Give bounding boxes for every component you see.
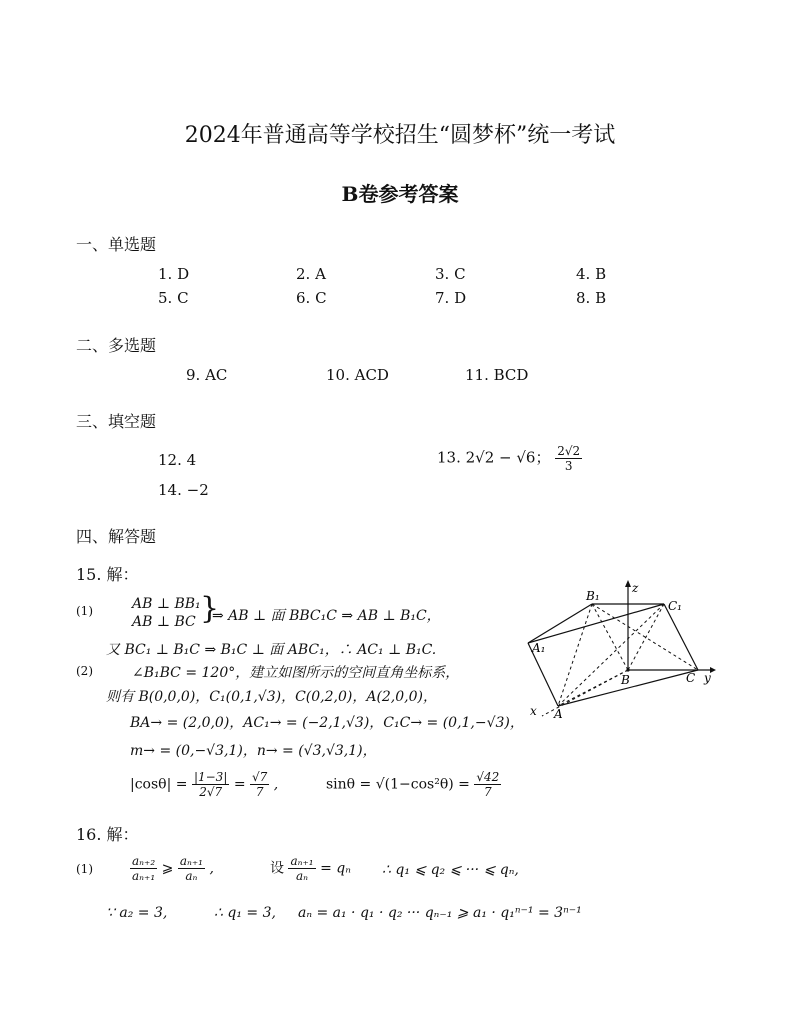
label-A1: A₁ [532,641,546,655]
q15-part2-line2: 则有 B(0,0,0)，C₁(0,1,√3)，C(0,2,0)，A(2,0,0)， [106,689,437,705]
q15-brace-result: ⇒ AB ⊥ 面 BBC₁C ⇒ AB ⊥ B₁C， [212,608,441,624]
answer-9: 9. AC [186,366,228,384]
answer-4: 4. B [576,265,607,283]
q15-cos-fraction: $\frac{|1-3|}{2√7}$ [193,770,228,799]
q15-part1-line2: 又 BC₁ ⊥ B₁C ⇒ B₁C ⊥ 面 ABC₁，∴ AC₁ ⊥ B₁C. [106,642,437,658]
label-B: B [621,673,630,687]
answer-8: 8. B [576,289,607,307]
q15-cos-expression: |cosθ| = $\frac{|1-3|}{2√7}$ = $\frac{√7}{7}$ , [130,770,279,799]
answer-7: 7. D [435,289,467,307]
answer-14: 14. −2 [158,481,209,499]
q15-cos-fraction-2: $\frac{√7}{7}$ [252,770,268,799]
q16-q1-value: ∴ q₁ = 3, [214,905,276,921]
label-A: A [554,707,563,721]
q16-because: ∵ a₂ = 3, [106,905,168,921]
answer-6: 6. C [296,289,327,307]
answer-10: 10. ACD [326,366,389,384]
q15-brace-line1: AB ⊥ BB₁ [132,596,201,612]
q15-part1-tag: (1) [76,604,93,618]
section-heading-solutions: 四、解答题 [76,527,157,546]
answer-13-text: 13. 2√2 − √6； [437,448,551,467]
answer-12: 12. 4 [158,451,197,469]
q15-brace: } [200,591,220,626]
page-title: 2024年普通高等学校招生“圆梦杯”统一考试 [184,123,616,148]
section-heading-fill-blank: 三、填空题 [76,412,157,431]
answer-13 [437,444,582,473]
section-heading-multi-choice: 二、多选题 [76,336,157,355]
answer-13-fraction: $\frac{2√2}{3}$ [557,444,581,473]
label-C1: C₁ [668,599,682,613]
label-B1: B₁ [586,589,600,603]
q16-fraction-3: $\frac{\text{aₙ₊₁}}{\text{aₙ}}$ [290,854,314,883]
q16-part1-tag: (1) [76,862,93,876]
q16-label: 16. 解： [76,825,139,844]
q15-part2-line3: BA→ = (2,0,0)，AC₁→ = (−2,1,√3)，C₁C→ = (0,1,−√3)， [130,715,524,731]
answer-3: 3. C [435,265,466,283]
label-y-axis: y [704,671,711,685]
q16-fraction-2: $\frac{\text{aₙ₊₁}}{\text{aₙ}}$ [179,854,203,883]
q15-part2-tag: (2) [76,664,93,678]
q15-label: 15. 解： [76,565,139,584]
q16-an-bound: aₙ = a₁ · q₁ · q₂ ··· qₙ₋₁ ⩾ a₁ · q₁ⁿ⁻¹ = 3ⁿ⁻¹ [298,905,582,921]
q16-fraction-1: $\frac{\text{aₙ₊₂}}{\text{aₙ₊₁}}$ [132,854,156,883]
q15-sin-fraction: $\frac{√42}{7}$ [476,770,500,799]
prism-coordinate-figure [520,578,720,723]
answer-5: 5. C [158,289,189,307]
label-C: C [686,671,696,685]
label-x-axis: x [530,704,537,718]
section-heading-single-choice: 一、单选题 [76,235,157,254]
q15-part2-line4: m→ = (0,−√3,1)，n→ = (√3,√3,1)， [130,743,377,759]
answer-1: 1. D [158,265,190,283]
q16-inequality: $\frac{\text{aₙ₊₂}}{\text{aₙ₊₁}}$ ⩾ $\frac{\text{aₙ₊₁}}{\text{aₙ}}$ , [132,854,214,883]
page-subtitle: B卷参考答案 [341,182,459,206]
q15-brace-line2: AB ⊥ BC [132,614,196,630]
label-z-axis: z [632,581,639,595]
q15-part2-line1: ∠B₁BC = 120°，建立如图所示的空间直角坐标系， [132,665,460,681]
answer-11: 11. BCD [465,366,529,384]
q16-therefore-chain: ∴ q₁ ⩽ q₂ ⩽ ··· ⩽ qₙ, [382,862,519,878]
q15-sin-expression: sinθ = √(1−cos²θ) = $\frac{√42}{7}$ [326,770,500,799]
q16-set-definition: 设 $\frac{\text{aₙ₊₁}}{\text{aₙ}}$ = qₙ [270,854,351,883]
answer-2: 2. A [296,265,326,283]
